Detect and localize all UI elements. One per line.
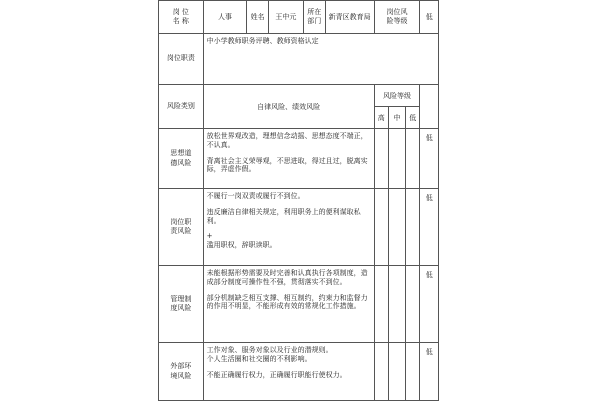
risk-description xyxy=(203,343,374,401)
risk-paragraph: 部分机制缺乏相互支撑、相互制约，约束力和监督力的作用不明显，不能形成有效的常规化工作措施。 xyxy=(206,293,368,311)
grade-high-cell xyxy=(374,189,388,266)
risk-level: 低 xyxy=(420,189,439,266)
post-name-value: 人事 xyxy=(203,1,247,34)
dept-value: 新青区教育局 xyxy=(325,1,374,34)
person-value: 王中元 xyxy=(269,1,304,34)
post-name-label: 岗 位 名 称 xyxy=(159,1,204,34)
grade-header: 风险等级 xyxy=(374,85,420,107)
risk-grade-label: 岗位风 险等级 xyxy=(374,1,420,34)
risk-paragraph: 不能正确履行权力，正确履行职能行使权力。 xyxy=(206,370,347,379)
risk-row xyxy=(159,343,439,401)
risk-paragraph: 个人生活圈和社交圈的不利影响。 xyxy=(206,354,312,363)
grade-mid-cell xyxy=(388,129,405,189)
risk-row xyxy=(159,189,439,266)
blank-header-cell xyxy=(420,85,439,129)
grade-mid-cell xyxy=(388,189,405,266)
grade-mid-cell xyxy=(388,266,405,343)
risk-description xyxy=(203,266,374,343)
risk-description xyxy=(203,129,374,189)
risk-description xyxy=(203,189,374,266)
risk-level: 低 xyxy=(420,343,439,401)
category-header: 风险类别 xyxy=(159,85,204,129)
risk-row xyxy=(159,129,439,189)
risk-paragraph: 工作对象、服务对象以及行业的潜规则。 xyxy=(206,346,333,354)
grade-low-cell xyxy=(406,266,420,343)
dept-label: 所在 部门 xyxy=(303,1,325,34)
risk-category: 管理制 度风险 xyxy=(159,266,204,343)
risk-grade-value: 低 xyxy=(420,1,439,34)
risk-level: 低 xyxy=(420,129,439,189)
grade-low-cell xyxy=(406,189,420,266)
duties-text-value: 中小学教师职务评聘、教师资格认定 xyxy=(206,37,319,45)
risk-paragraph: 滥用职权，辞职读职。 xyxy=(206,241,277,249)
grade-high-cell xyxy=(374,129,388,189)
risk-assessment-table xyxy=(158,0,439,401)
grade-high-header: 高 xyxy=(374,107,388,129)
risk-level: 低 xyxy=(420,266,439,343)
column-header-row-1 xyxy=(159,85,439,107)
risk-category: 思想道 德风险 xyxy=(159,129,204,189)
risk-paragraph: 违反廉洁自律相关规定，利用职务上的便利谋取私利。 xyxy=(206,207,361,225)
risk-category: 岗位职 责风险 xyxy=(159,189,204,266)
grade-mid-header: 中 xyxy=(388,107,405,129)
risk-row xyxy=(159,266,439,343)
duties-text xyxy=(203,34,438,85)
grade-high-cell xyxy=(374,266,388,343)
grade-low-cell xyxy=(406,343,420,401)
risk-paragraph: 放松世界观改造，理想信念动摇、思想态度不端正，不认真。 xyxy=(206,132,368,149)
grade-low-header: 低 xyxy=(406,107,420,129)
plus-mark: + xyxy=(206,232,213,241)
header-row xyxy=(159,1,439,34)
description-header: 自律风险、绩效风险 xyxy=(203,85,374,129)
risk-category: 外部环 境风险 xyxy=(159,343,204,401)
person-label: 姓名 xyxy=(247,1,269,34)
grade-high-cell xyxy=(374,343,388,401)
grade-mid-cell xyxy=(388,343,405,401)
risk-paragraph: 背离社会主义荣辱观，不思进取，得过且过，脱离实际，弄虚作假。 xyxy=(206,156,368,174)
duties-label: 岗位职责 xyxy=(159,34,204,85)
grade-low-cell xyxy=(406,129,420,189)
duties-row xyxy=(159,34,439,85)
risk-paragraph: 未能根据形势需要及时完善和认真执行各项制度，造成部分制度可操作性不强，贯彻落实不到位。 xyxy=(206,269,368,286)
risk-paragraph: 不履行一岗双责或履行不到位。 xyxy=(206,192,305,200)
